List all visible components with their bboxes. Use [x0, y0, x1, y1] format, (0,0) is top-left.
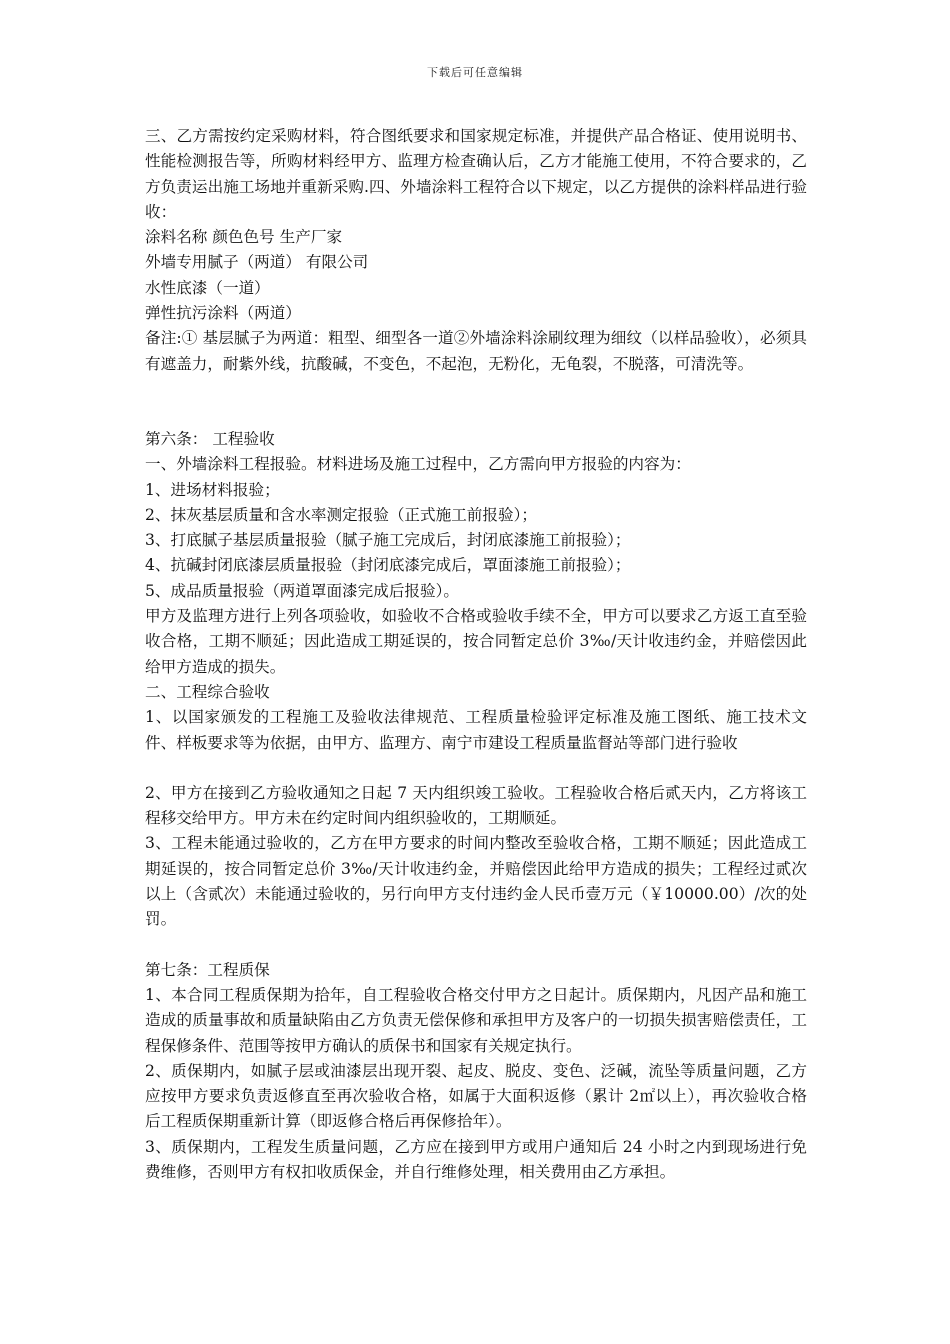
spacer [145, 933, 807, 958]
article6-intro: 一、外墙涂料工程报验。材料进场及施工过程中，乙方需向甲方报验的内容为： [145, 455, 691, 474]
warranty-item-3: 3、质保期内，工程发生质量问题，乙方应在接到甲方或用户通知后 24 小时之内到现场进行免费维修，否则甲方有权扣收质保金，并自行维修处理，相关费用由乙方承担。 [145, 1137, 807, 1181]
inspection-item-3: 3、打底腻子基层质量报验（腻子施工完成后，封闭底漆施工前报验）； [145, 531, 631, 550]
article7-title: 第七条：工程质保 [145, 960, 270, 979]
article6-title: 第六条： 工程验收 [145, 429, 275, 448]
coating-table-header: 涂料名称 颜色色号 生产厂家 [145, 228, 343, 247]
coating-row-2: 水性底漆（一道） [145, 278, 270, 297]
coating-row-1: 外墙专用腻子（两道） 有限公司 [145, 253, 369, 272]
comprehensive-item-1: 1、以国家颁发的工程施工及验收法律规范、工程质量检验评定标准及施工图纸、施工技术文件、样板要求等为依据，由甲方、监理方、南宁市建设工程质量监督站等部门进行验收 [145, 708, 807, 752]
inspection-item-4: 4、抗碱封闭底漆层质量报验（封闭底漆完成后，罩面漆施工前报验）； [145, 556, 631, 575]
comprehensive-item-2: 2、甲方在接到乙方验收通知之日起 7 天内组织竣工验收。工程验收合格后贰天内，乙方将该工程移交给甲方。甲方未在约定时间内组织验收的，工期顺延。 [145, 783, 807, 828]
document-body [145, 124, 807, 1185]
spacer [145, 377, 807, 427]
section3-paragraph: 三、乙方需按约定采购材料，符合图纸要求和国家规定标准，并提供产品合格证、使用说明书、性能检测报告等，所购材料经甲方、监理方检查确认后，乙方才能施工使用，不符合要求的，乙方负责运出施工场地并重新采购.四、外墙涂料工程符合以下规定，以乙方提供的涂料样品进行验收： [145, 127, 807, 221]
coating-row-3: 弹性抗污涂料（两道） [145, 304, 301, 323]
coating-note: 备注:① 基层腻子为两道：粗型、细型各一道②外墙涂料涂刷纹理为细纹（以样品验收），必须具有遮盖力，耐紫外线，抗酸碱，不变色，不起泡，无粉化，无龟裂，不脱落，可清洗等。 [145, 329, 807, 373]
comprehensive-item-3: 3、工程未能通过验收的，乙方在甲方要求的时间内整改至验收合格，工期不顺延；因此造成工期延误的，按合同暂定总价 3‰/天计收违约金，并赔偿因此给甲方造成的损失；工程经过贰次以上（含贰次）未能通过验收的，另行向甲方支付违约金人民币壹万元（￥10000.00）/次的处罚。 [145, 834, 807, 929]
spacer [145, 756, 807, 781]
warranty-item-2: 2、质保期内，如腻子层或油漆层出现开裂、起皮、脱皮、变色、泛碱，流坠等质量问题，乙方应按甲方要求负责返修直至再次验收合格，如属于大面积返修（累计 2㎡以上），再次验收合格后工程质保期重新计算（即返修合格后再保修拾年）。 [145, 1061, 807, 1131]
page-header: 下载后可任意编辑 [427, 66, 523, 79]
inspection-item-1: 1、进场材料报验； [145, 480, 280, 499]
inspection-item-2: 2、抹灰基层质量和含水率测定报验（正式施工前报验）； [145, 505, 537, 524]
inspection-penalty: 甲方及监理方进行上列各项验收，如验收不合格或验收手续不全，甲方可以要求乙方返工直至验收合格，工期不顺延；因此造成工期延误的，按合同暂定总价 3‰/天计收违约金，并赔偿因此给甲方造成的损失。 [145, 607, 807, 676]
warranty-item-1: 1、本合同工程质保期为拾年，自工程验收合格交付甲方之日起计。质保期内，凡因产品和施工造成的质量事故和质量缺陷由乙方负责无偿保修和承担甲方及客户的一切损失损害赔偿责任，工程保修条件、范围等按甲方确认的质保书和国家有关规定执行。 [145, 985, 807, 1055]
comprehensive-acceptance-title: 二、工程综合验收 [145, 682, 270, 701]
inspection-item-5: 5、成品质量报验（两道罩面漆完成后报验）。 [145, 581, 459, 600]
